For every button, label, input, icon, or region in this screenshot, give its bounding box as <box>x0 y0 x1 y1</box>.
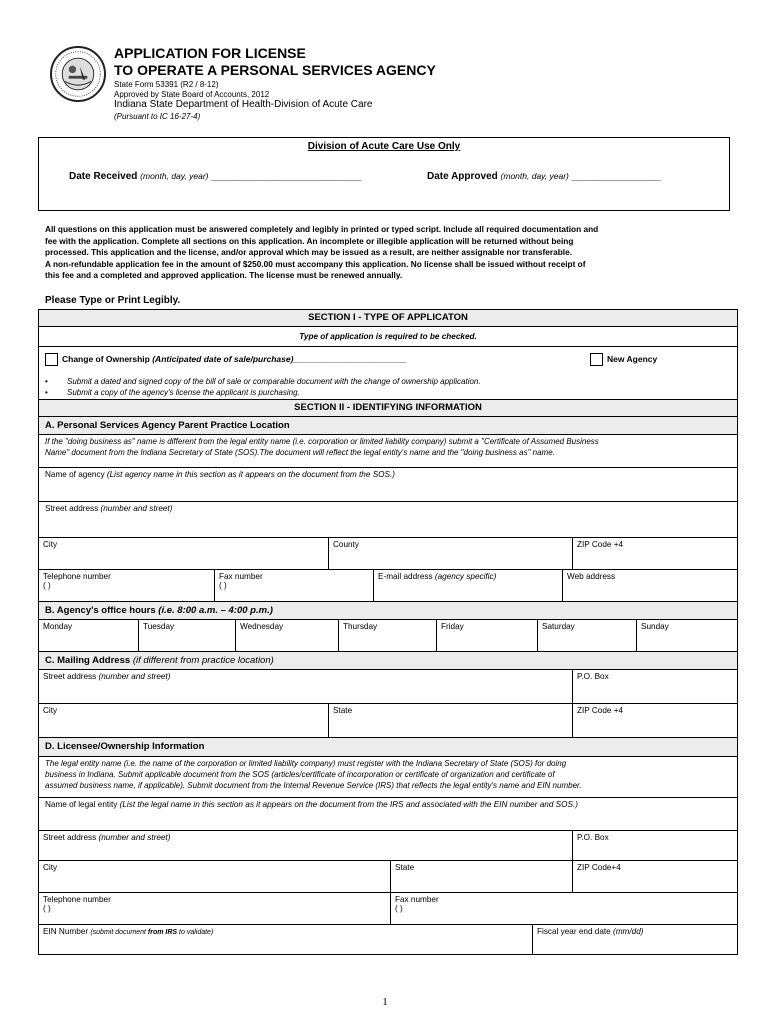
date-received-field[interactable] <box>69 171 361 182</box>
date-approved-label: Date Approved <box>427 171 498 182</box>
ein-label: EIN Number <box>43 927 89 936</box>
mailing-title: C. Mailing Address <box>45 655 131 666</box>
agency-name-label-wrap <box>45 470 395 479</box>
section-2-title: SECTION II - IDENTIFYING INFORMATION <box>39 400 737 417</box>
fiscal-label: Fiscal year end date <box>537 927 611 936</box>
owner-street-label: Street address <box>43 833 97 842</box>
page-number: 1 <box>382 996 388 1008</box>
title-line-1: APPLICATION FOR LICENSE <box>114 45 306 61</box>
hours-thursday[interactable]: Thursday <box>339 620 437 651</box>
mailing-street-row <box>39 670 737 704</box>
department-name: Indiana State Department of Health-Division of Acute Care <box>114 99 373 110</box>
subsection-b-title <box>39 602 737 620</box>
legal-entity-name-field[interactable] <box>39 797 737 831</box>
instructions <box>45 224 725 282</box>
owner-telephone-label: Telephone number <box>43 895 111 904</box>
instruction-line: processed. This application and the license, and/or approval which may be issued as a result, are neither assignable nor transferable. <box>45 247 573 257</box>
instruction-line: All questions on this application must be answered completely and legibly in printed or typed script. Include all required documentation and <box>45 224 599 234</box>
owner-city-field[interactable]: City <box>39 861 391 892</box>
web-address-field[interactable]: Web address <box>567 572 616 581</box>
agency-name-hint: (List agency name in this section as it appears on the document from the SOS.) <box>106 470 395 479</box>
change-of-ownership-checkbox[interactable] <box>45 353 58 366</box>
change-of-ownership-option[interactable] <box>45 353 407 366</box>
fax-field[interactable] <box>215 570 374 601</box>
office-use-heading: Division of Acute Care Use Only <box>307 141 461 152</box>
owner-city-row <box>39 861 737 893</box>
date-received-label: Date Received <box>69 171 138 182</box>
instruction-line: fee with the application. Complete all sections on this application. An incomplete or illegible application will be returned without being <box>45 235 574 246</box>
application-type-row <box>39 347 737 373</box>
owner-telephone-field[interactable] <box>39 893 391 924</box>
mailing-city-row <box>39 704 737 738</box>
office-hours-row <box>39 620 737 652</box>
owner-phone-parens: ( ) <box>43 904 51 913</box>
city-county-zip-row <box>39 538 737 570</box>
instruction-line: A non-refundable application fee in the amount of $250.00 must accompany this application. No license shall be issued without receipt of <box>45 258 586 269</box>
owner-street-row <box>39 831 737 861</box>
application-form <box>38 309 738 955</box>
type-required-note: Type of application is required to be checked. <box>39 327 737 347</box>
county-field[interactable]: County <box>329 538 573 569</box>
owner-po-box-field[interactable]: P.O. Box <box>577 833 609 842</box>
date-approved-blank: ________________ <box>571 171 661 182</box>
new-agency-option[interactable] <box>590 353 657 366</box>
bullet-mark: • <box>45 388 48 397</box>
agency-name-field[interactable] <box>39 467 737 502</box>
note-line: assumed business name, if applicable). Submit document from the Internal Revenue Service (IRS) that reflects the legal entity's name and EIN number. <box>45 781 582 790</box>
section-1-title: SECTION I - TYPE OF APPLICATON <box>39 310 737 327</box>
subsection-a-title: A. Personal Services Agency Parent Practice Location <box>39 417 737 435</box>
ein-hint-bold: from IRS <box>147 929 178 936</box>
owner-contact-row <box>39 893 737 925</box>
hours-saturday[interactable]: Saturday <box>538 620 637 651</box>
hours-monday[interactable]: Monday <box>39 620 139 651</box>
section-1-bullets <box>39 373 737 400</box>
subsection-d-title: D. Licensee/Ownership Information <box>39 738 737 757</box>
owner-fax-parens: ( ) <box>395 904 403 913</box>
new-agency-checkbox[interactable] <box>590 353 603 366</box>
mailing-zip-field[interactable]: ZIP Code +4 <box>577 706 624 715</box>
fiscal-hint: (mm/dd) <box>613 927 644 936</box>
fiscal-year-field[interactable] <box>533 925 737 954</box>
owner-fax-label: Fax number <box>395 895 439 904</box>
owner-state-field[interactable]: State <box>391 861 573 892</box>
office-hours-title: B. Agency's office hours <box>45 605 156 616</box>
mailing-state-field[interactable]: State <box>329 704 573 737</box>
office-hours-hint: (i.e. 8:00 a.m. – 4:00 p.m.) <box>158 605 273 616</box>
please-type-note: Please Type or Print Legibly. <box>45 295 181 306</box>
street-label: Street address <box>45 504 99 513</box>
date-received-hint: (month, day, year) <box>140 171 209 181</box>
email-field[interactable] <box>374 570 563 601</box>
date-received-blank: ___________________________ <box>211 171 362 182</box>
mailing-city-field[interactable]: City <box>39 704 329 737</box>
note-line: If the "doing business as" name is different from the legal entity name (i.e. corporation or limited liability company) submit a "Certificate of Assumed Business <box>45 437 599 446</box>
title-line-2: TO OPERATE A PERSONAL SERVICES AGENCY <box>114 62 436 78</box>
hours-sunday[interactable]: Sunday <box>641 622 669 631</box>
indiana-state-seal <box>50 46 106 102</box>
ein-field[interactable] <box>39 925 533 954</box>
date-approved-hint: (month, day, year) <box>500 171 569 181</box>
form-number: State Form 53391 (R2 / 8-12) <box>114 80 219 89</box>
fax-parens: ( ) <box>219 581 227 590</box>
hours-wednesday[interactable]: Wednesday <box>236 620 339 651</box>
bullet-text: Submit a copy of the agency's license the applicant is purchasing. <box>67 388 300 397</box>
owner-zip-field[interactable]: ZIP Code+4 <box>577 863 621 872</box>
ein-hint-pre: (submit document <box>90 929 148 936</box>
fax-label: Fax number <box>219 572 263 581</box>
email-label: E-mail address <box>378 572 433 581</box>
mailing-street-hint: (number and street) <box>98 672 171 681</box>
street-address-field[interactable] <box>39 502 737 538</box>
mailing-po-box-field[interactable]: P.O. Box <box>577 672 609 681</box>
city-field[interactable]: City <box>39 538 329 569</box>
zip-field[interactable]: ZIP Code +4 <box>577 540 624 549</box>
owner-street-field[interactable] <box>39 831 573 860</box>
legal-name-label-wrap <box>45 800 578 809</box>
ein-hint-post: to validate) <box>177 929 214 936</box>
hours-tuesday[interactable]: Tuesday <box>139 620 236 651</box>
mailing-street-field[interactable] <box>39 670 573 703</box>
hours-friday[interactable]: Friday <box>437 620 538 651</box>
legal-name-hint: (List the legal name in this section as it appears on the document from the IRS and associated with the EIN number and SOS.) <box>119 800 578 809</box>
mailing-street-label: Street address <box>43 672 97 681</box>
office-use-box <box>38 137 730 211</box>
approved-by: Approved by State Board of Accounts, 2012 <box>114 90 270 99</box>
new-agency-label: New Agency <box>607 353 658 364</box>
owner-street-hint: (number and street) <box>98 833 171 842</box>
phone-parens: ( ) <box>43 581 51 590</box>
telephone-label: Telephone number <box>43 572 111 581</box>
subsection-a-note <box>39 435 737 467</box>
bullet-text: Submit a dated and signed copy of the bill of sale or comparable document with the change of ownership application. <box>67 377 481 386</box>
note-line: Name" document from the Indiana Secretary of State (SOS).The document will reflect the legal entity's name and the "doing business as" name. <box>45 448 555 457</box>
pursuant-note: (Pursuant to IC 16-27-4) <box>114 112 201 121</box>
ein-hint <box>90 929 213 936</box>
email-hint: (agency specific) <box>434 572 497 581</box>
telephone-field[interactable] <box>39 570 215 601</box>
change-of-ownership-label: Change of Ownership <box>62 353 150 364</box>
ein-row <box>39 925 737 954</box>
bullet-mark: • <box>45 377 48 386</box>
note-line: business in Indiana. Submit applicable document from the SOS (articles/certificate of incorporation or certificate of organization and certificate of <box>45 770 555 779</box>
street-hint: (number and street) <box>100 504 173 513</box>
subsection-d-note <box>39 757 737 797</box>
bullet-item <box>45 388 300 397</box>
owner-fax-field[interactable] <box>391 893 737 924</box>
contact-row <box>39 570 737 602</box>
agency-name-label: Name of agency <box>45 470 105 479</box>
instruction-line: this fee and a completed and approved application. The license must be renewed annually. <box>45 270 403 280</box>
mailing-hint: (if different from practice location) <box>132 655 274 666</box>
subsection-c-title <box>39 652 737 670</box>
date-approved-field[interactable] <box>427 171 661 182</box>
legal-name-label: Name of legal entity <box>45 800 118 809</box>
street-label-wrap <box>45 504 172 513</box>
note-line: The legal entity name (i.e. the name of the corporation or limited liability company) must register with the Indiana Secretary of State (SOS) for doing <box>45 759 567 768</box>
change-of-ownership-hint: (Anticipated date of sale/purchase)________________________ <box>152 353 407 364</box>
form-title <box>114 45 436 100</box>
bullet-item <box>45 377 481 386</box>
